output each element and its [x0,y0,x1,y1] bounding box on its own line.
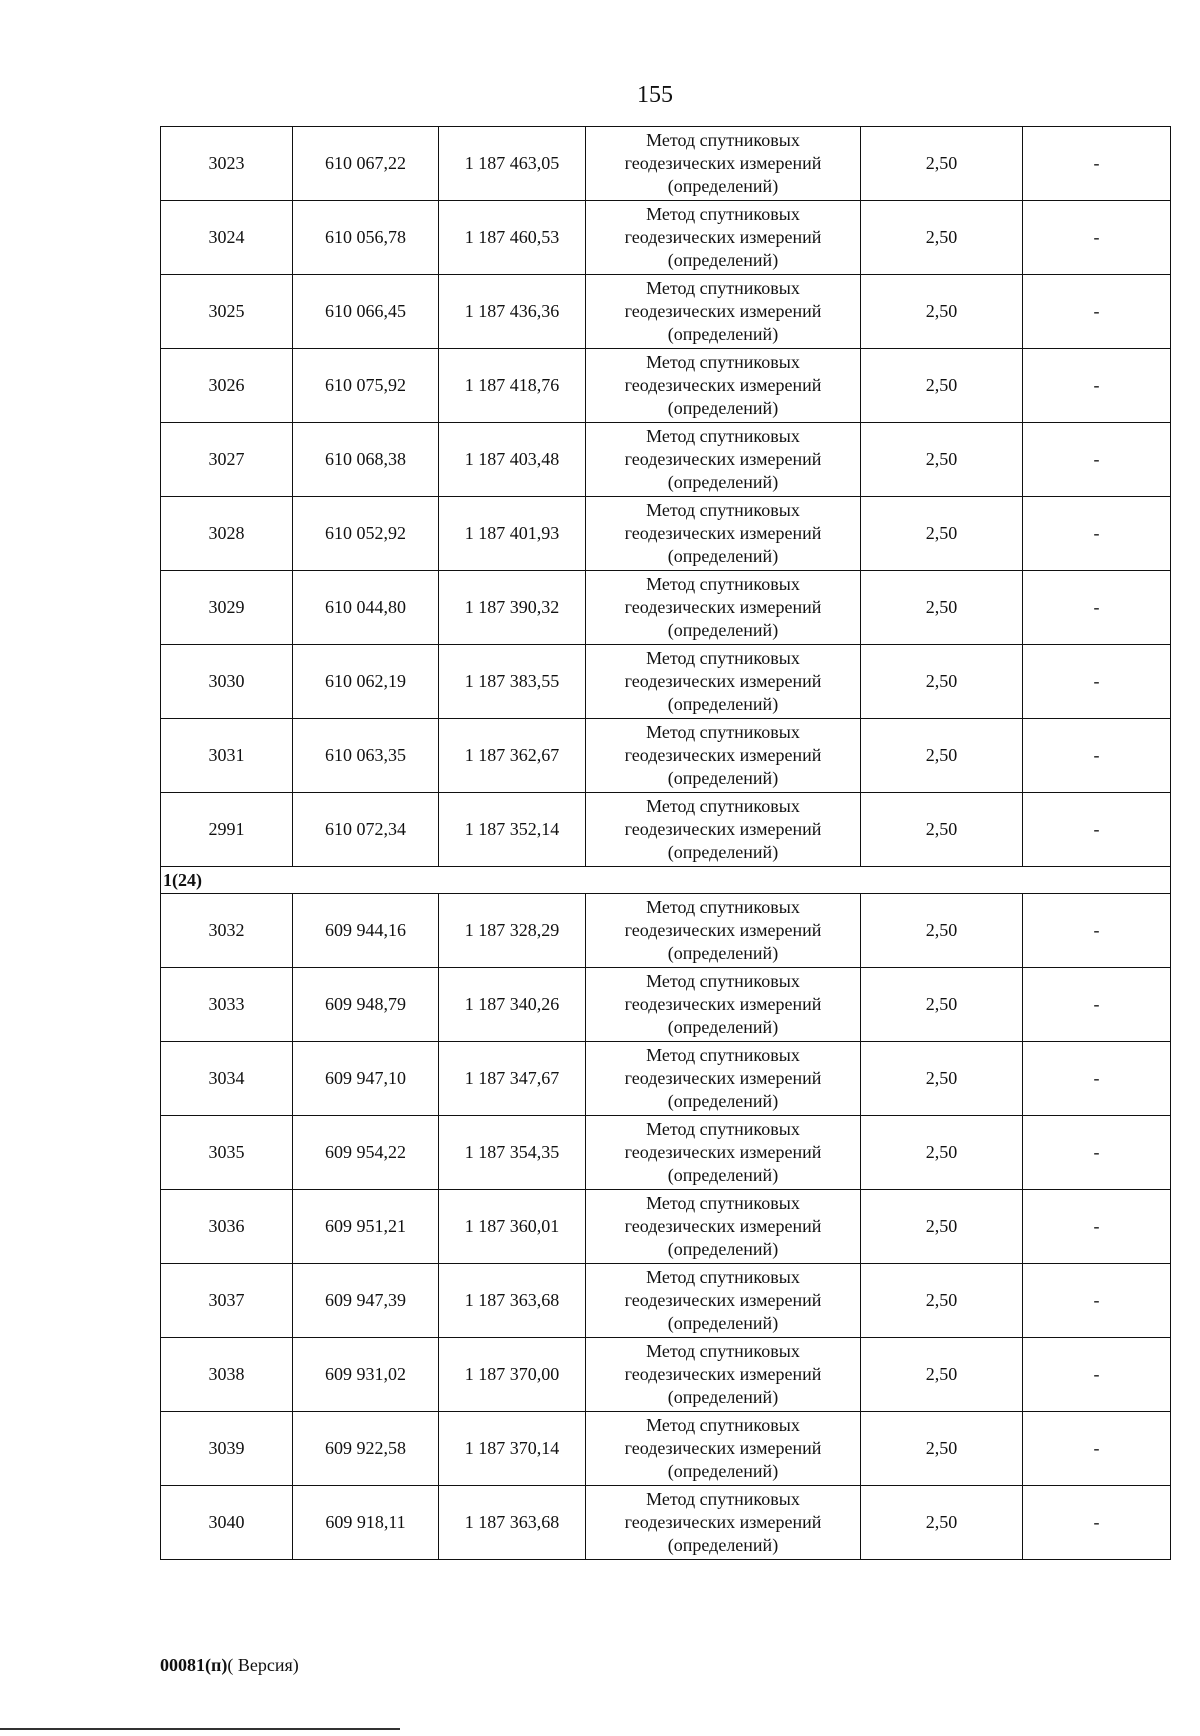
point-number-cell: 3032 [161,894,293,968]
note-cell: - [1023,793,1171,867]
accuracy-cell: 2,50 [861,1486,1023,1560]
method-line: (определений) [667,472,779,492]
table-row [161,719,1171,793]
y-coordinate-cell: 1 187 328,29 [439,894,586,968]
method-line: геодезических измерений [624,819,822,839]
accuracy-cell: 2,50 [861,1412,1023,1486]
table-row [161,1264,1171,1338]
method-line: Метод спутниковых [646,1045,800,1065]
method-line: (определений) [667,1165,779,1185]
method-cell [586,423,861,497]
method-line: (определений) [667,768,779,788]
method-line: геодезических измерений [624,1438,822,1458]
method-cell [586,894,861,968]
method-line: (определений) [667,842,779,862]
method-cell [586,497,861,571]
note-cell: - [1023,1338,1171,1412]
accuracy-cell: 2,50 [861,1042,1023,1116]
point-number-cell: 3037 [161,1264,293,1338]
method-line: геодезических измерений [624,1290,822,1310]
method-cell [586,1338,861,1412]
y-coordinate-cell: 1 187 352,14 [439,793,586,867]
method-line: (определений) [667,1461,779,1481]
table-row [161,645,1171,719]
note-cell: - [1023,1412,1171,1486]
method-line: Метод спутниковых [646,500,800,520]
method-line: геодезических измерений [624,597,822,617]
x-coordinate-cell: 609 947,39 [293,1264,439,1338]
x-coordinate-cell: 609 922,58 [293,1412,439,1486]
note-cell: - [1023,968,1171,1042]
method-line: геодезических измерений [624,1364,822,1384]
method-line: геодезических измерений [624,1142,822,1162]
method-line: геодезических измерений [624,920,822,940]
x-coordinate-cell: 610 063,35 [293,719,439,793]
method-line: геодезических измерений [624,523,822,543]
x-coordinate-cell: 610 052,92 [293,497,439,571]
method-line: Метод спутниковых [646,897,800,917]
table-row [161,349,1171,423]
method-line: Метод спутниковых [646,1193,800,1213]
method-line: Метод спутниковых [646,796,800,816]
point-number-cell: 3030 [161,645,293,719]
y-coordinate-cell: 1 187 370,00 [439,1338,586,1412]
method-line: Метод спутниковых [646,130,800,150]
x-coordinate-cell: 609 948,79 [293,968,439,1042]
method-cell [586,1486,861,1560]
note-cell: - [1023,1264,1171,1338]
accuracy-cell: 2,50 [861,645,1023,719]
method-line: геодезических измерений [624,375,822,395]
note-cell: - [1023,719,1171,793]
method-line: Метод спутниковых [646,1341,800,1361]
table-row [161,1042,1171,1116]
point-number-cell: 3034 [161,1042,293,1116]
document-version: ( Версия) [227,1655,299,1675]
point-number-cell: 3040 [161,1486,293,1560]
method-cell [586,793,861,867]
x-coordinate-cell: 609 931,02 [293,1338,439,1412]
x-coordinate-cell: 610 067,22 [293,127,439,201]
accuracy-cell: 2,50 [861,894,1023,968]
coordinates-table [160,126,1171,1560]
y-coordinate-cell: 1 187 460,53 [439,201,586,275]
accuracy-cell: 2,50 [861,1116,1023,1190]
method-line: Метод спутниковых [646,1415,800,1435]
coordinates-table-body [161,127,1171,1560]
x-coordinate-cell: 609 918,11 [293,1486,439,1560]
group-header-row [161,867,1171,894]
point-number-cell: 2991 [161,793,293,867]
table-row [161,497,1171,571]
method-line: геодезических измерений [624,301,822,321]
method-cell [586,349,861,423]
method-cell [586,1116,861,1190]
x-coordinate-cell: 609 951,21 [293,1190,439,1264]
method-line: (определений) [667,1239,779,1259]
note-cell: - [1023,1190,1171,1264]
x-coordinate-cell: 610 056,78 [293,201,439,275]
method-line: (определений) [667,546,779,566]
accuracy-cell: 2,50 [861,719,1023,793]
note-cell: - [1023,1116,1171,1190]
y-coordinate-cell: 1 187 360,01 [439,1190,586,1264]
method-line: (определений) [667,324,779,344]
point-number-cell: 3035 [161,1116,293,1190]
y-coordinate-cell: 1 187 401,93 [439,497,586,571]
method-line: Метод спутниковых [646,278,800,298]
table-row [161,1412,1171,1486]
method-line: геодезических измерений [624,1068,822,1088]
method-line: (определений) [667,943,779,963]
point-number-cell: 3033 [161,968,293,1042]
point-number-cell: 3026 [161,349,293,423]
point-number-cell: 3038 [161,1338,293,1412]
method-line: геодезических измерений [624,227,822,247]
note-cell: - [1023,1042,1171,1116]
note-cell: - [1023,645,1171,719]
table-row [161,571,1171,645]
x-coordinate-cell: 609 944,16 [293,894,439,968]
method-line: Метод спутниковых [646,574,800,594]
note-cell: - [1023,571,1171,645]
method-line: Метод спутниковых [646,352,800,372]
table-row [161,894,1171,968]
method-line: геодезических измерений [624,153,822,173]
x-coordinate-cell: 610 068,38 [293,423,439,497]
method-line: (определений) [667,1387,779,1407]
y-coordinate-cell: 1 187 354,35 [439,1116,586,1190]
point-number-cell: 3023 [161,127,293,201]
method-line: геодезических измерений [624,745,822,765]
y-coordinate-cell: 1 187 383,55 [439,645,586,719]
note-cell: - [1023,894,1171,968]
method-line: Метод спутниковых [646,426,800,446]
method-line: (определений) [667,250,779,270]
note-cell: - [1023,127,1171,201]
table-row [161,275,1171,349]
y-coordinate-cell: 1 187 436,36 [439,275,586,349]
y-coordinate-cell: 1 187 403,48 [439,423,586,497]
table-row [161,1486,1171,1560]
bottom-edge-line [0,1728,400,1730]
y-coordinate-cell: 1 187 370,14 [439,1412,586,1486]
table-row [161,423,1171,497]
accuracy-cell: 2,50 [861,423,1023,497]
x-coordinate-cell: 610 072,34 [293,793,439,867]
accuracy-cell: 2,50 [861,497,1023,571]
y-coordinate-cell: 1 187 340,26 [439,968,586,1042]
method-line: Метод спутниковых [646,971,800,991]
y-coordinate-cell: 1 187 362,67 [439,719,586,793]
note-cell: - [1023,201,1171,275]
method-line: (определений) [667,176,779,196]
method-line: (определений) [667,1313,779,1333]
x-coordinate-cell: 610 044,80 [293,571,439,645]
y-coordinate-cell: 1 187 418,76 [439,349,586,423]
method-cell [586,127,861,201]
method-cell [586,275,861,349]
method-line: (определений) [667,1091,779,1111]
method-line: (определений) [667,620,779,640]
method-line: (определений) [667,694,779,714]
point-number-cell: 3029 [161,571,293,645]
accuracy-cell: 2,50 [861,1190,1023,1264]
point-number-cell: 3039 [161,1412,293,1486]
method-line: Метод спутниковых [646,1267,800,1287]
method-line: геодезических измерений [624,449,822,469]
y-coordinate-cell: 1 187 363,68 [439,1264,586,1338]
method-line: Метод спутниковых [646,1119,800,1139]
y-coordinate-cell: 1 187 363,68 [439,1486,586,1560]
method-cell [586,1190,861,1264]
y-coordinate-cell: 1 187 390,32 [439,571,586,645]
method-line: (определений) [667,398,779,418]
table-row [161,1116,1171,1190]
method-cell [586,571,861,645]
method-cell [586,1042,861,1116]
x-coordinate-cell: 610 075,92 [293,349,439,423]
group-label: 1(24) [161,867,1171,894]
point-number-cell: 3027 [161,423,293,497]
table-row [161,1338,1171,1412]
x-coordinate-cell: 610 066,45 [293,275,439,349]
table-row [161,1190,1171,1264]
accuracy-cell: 2,50 [861,1264,1023,1338]
accuracy-cell: 2,50 [861,968,1023,1042]
table-row [161,793,1171,867]
accuracy-cell: 2,50 [861,571,1023,645]
document-code: 00081(п) [160,1655,228,1675]
table-row [161,968,1171,1042]
point-number-cell: 3028 [161,497,293,571]
method-cell [586,201,861,275]
method-line: Метод спутниковых [646,204,800,224]
note-cell: - [1023,1486,1171,1560]
document-footer [160,1655,299,1676]
accuracy-cell: 2,50 [861,201,1023,275]
method-cell [586,719,861,793]
accuracy-cell: 2,50 [861,127,1023,201]
y-coordinate-cell: 1 187 347,67 [439,1042,586,1116]
method-cell [586,968,861,1042]
note-cell: - [1023,275,1171,349]
point-number-cell: 3025 [161,275,293,349]
table-row [161,127,1171,201]
table-row [161,201,1171,275]
method-line: Метод спутниковых [646,722,800,742]
point-number-cell: 3031 [161,719,293,793]
x-coordinate-cell: 609 954,22 [293,1116,439,1190]
page-number: 155 [637,82,673,108]
method-line: Метод спутниковых [646,1489,800,1509]
point-number-cell: 3036 [161,1190,293,1264]
method-cell [586,1412,861,1486]
method-line: геодезических измерений [624,1216,822,1236]
method-cell [586,645,861,719]
method-line: (определений) [667,1535,779,1555]
method-line: геодезических измерений [624,994,822,1014]
note-cell: - [1023,497,1171,571]
method-cell [586,1264,861,1338]
method-line: (определений) [667,1017,779,1037]
accuracy-cell: 2,50 [861,275,1023,349]
point-number-cell: 3024 [161,201,293,275]
accuracy-cell: 2,50 [861,793,1023,867]
x-coordinate-cell: 609 947,10 [293,1042,439,1116]
note-cell: - [1023,349,1171,423]
x-coordinate-cell: 610 062,19 [293,645,439,719]
method-line: геодезических измерений [624,1512,822,1532]
note-cell: - [1023,423,1171,497]
method-line: геодезических измерений [624,671,822,691]
accuracy-cell: 2,50 [861,1338,1023,1412]
method-line: Метод спутниковых [646,648,800,668]
y-coordinate-cell: 1 187 463,05 [439,127,586,201]
accuracy-cell: 2,50 [861,349,1023,423]
